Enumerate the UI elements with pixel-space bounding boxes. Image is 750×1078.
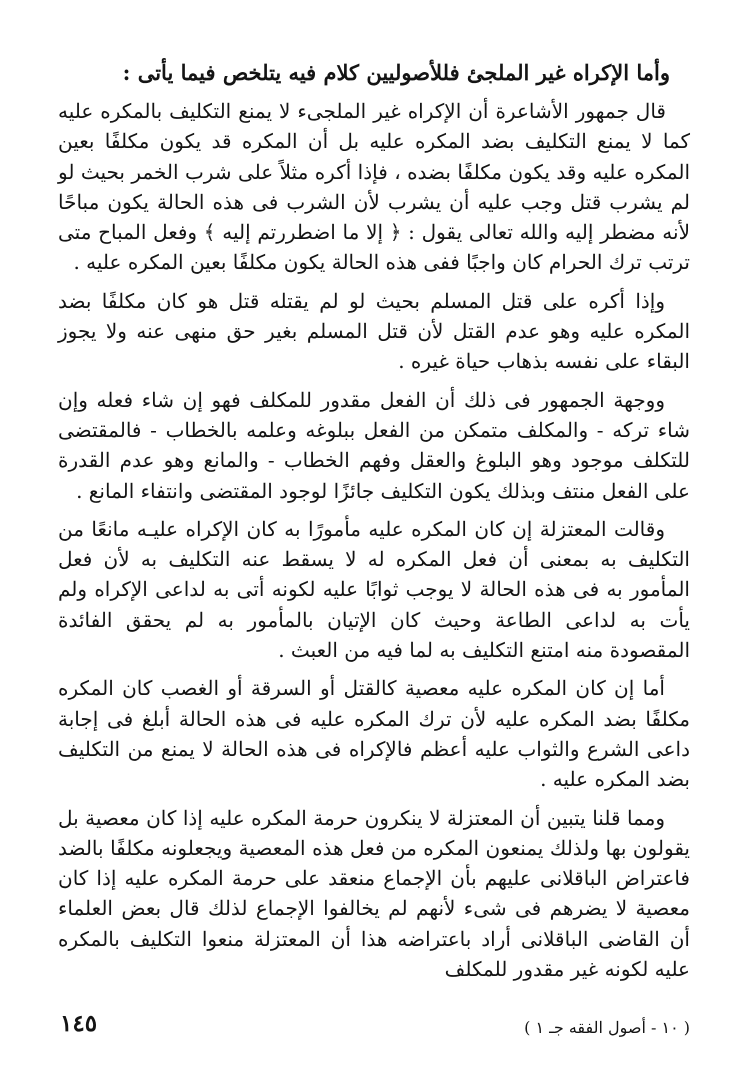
- page-number: ١٤٥: [60, 1010, 98, 1037]
- paragraph-majority-view: ووجهة الجمهور فى ذلك أن الفعل مقدور للمكلف فهو إن شاء فعله وإن شاء تركه - والمكلف متمكن من الفعل ببلوغه وعلمه بالخطاب - فالمقتضى للتكلف موجود وهو البلوغ والعقل وفهم الخطاب - والمانع وهو عدم القدرة على الفعل منتف وبذلك يكون التكليف جائزًا لوجود المقتضى وانتفاء المانع .: [58, 387, 690, 503]
- section-heading: وأما الإكراه غير الملجئ فللأصوليين كلام فيه يتلخص فيما يأتى :: [122, 60, 670, 85]
- paragraph-mutazila-view: وقالت المعتزلة إن كان المكره عليه مأمورًا به كان الإكراه عليـه مانعًا من التكليف به بمعنى أن فعل المكره له لا يسقط عنه التكليف به لأن فعل المأمور به فى هذه الحالة لا يوجب ثوابًا عليه لكونه أتى به لداعى الإكراه ولم يأت به لداعى الطاعة وحيث كان الإتيان بالمأمور به لم يحقق الفائدة المقصودة منه امتنع التكليف به لما فيه من العبث .: [58, 516, 690, 663]
- page-footer: [60, 1010, 690, 1037]
- signature-note: ( ١٠ - أصول الفقه جـ ١ ): [524, 1018, 690, 1037]
- paragraph-ashaira: قال جمهور الأشاعرة أن الإكراه غير الملجىء لا يمنع التكليف بالمكره عليه كما لا يمنع التكليف بضد المكره عليه بل أن المكره قد يكون مكلفًا بعين المكره عليه وقد يكون مكلفًا بضده ، فإذا أكره مثلاً على شرب الخمر بحيث لو لم يشرب قتل وجب عليه أن يشرب لأن الشرب فى هذه الحالة يكون مباحًا لأنه مضطر إليه والله تعالى يقول : ﴿ إلا ما اضطررتم إليه ﴾ وفعل المباح متى ترتب ترك الحرام كان واجبًا ففى هذه الحالة يكون مكلفًا بعين المكره عليه .: [58, 99, 691, 275]
- paragraph-baqillani: ومما قلنا يتبين أن المعتزلة لا ينكرون حرمة المكره عليه إذا كان معصية بل يقولون بها ولذلك يمنعون المكره من فعل هذه المعصية ويجعلونه مكلفًا بالضد فاعتراض الباقلانى عليهم بأن الإجماع منعقد على حرمة المكره عليه إذا كان معصية لا يضرهم فى شىء لأنهم لم يخالفوا الإجماع لذلك قال بعض العلماء أن القاضى الباقلانى أراد باعتراضه هذا أن المعتزلة منعوا التكليف بالمكره عليه لكونه غير مقدور للمكلف: [58, 805, 690, 982]
- paragraph-sin-case: أما إن كان المكره عليه معصية كالقتل أو السرقة أو الغصب كان المكره مكلفًا بضد المكره عليه لأن ترك المكره عليه فى هذه الحالة أبلغ فى إجابة داعى الشرع والثواب عليه أعظم فالإكراه فى هذه الحالة لا يمنع من التكليف بضد المكره عليه .: [58, 676, 690, 792]
- paragraph-killing-example: وإذا أكره على قتل المسلم بحيث لو لم يقتله قتل هو كان مكلفًا بضد المكره عليه وهو عدم القتل لأن قتل المسلم بغير حق منهى عنه ولا يجوز البقاء على نفسه بذهاب حياة غيره .: [58, 288, 690, 374]
